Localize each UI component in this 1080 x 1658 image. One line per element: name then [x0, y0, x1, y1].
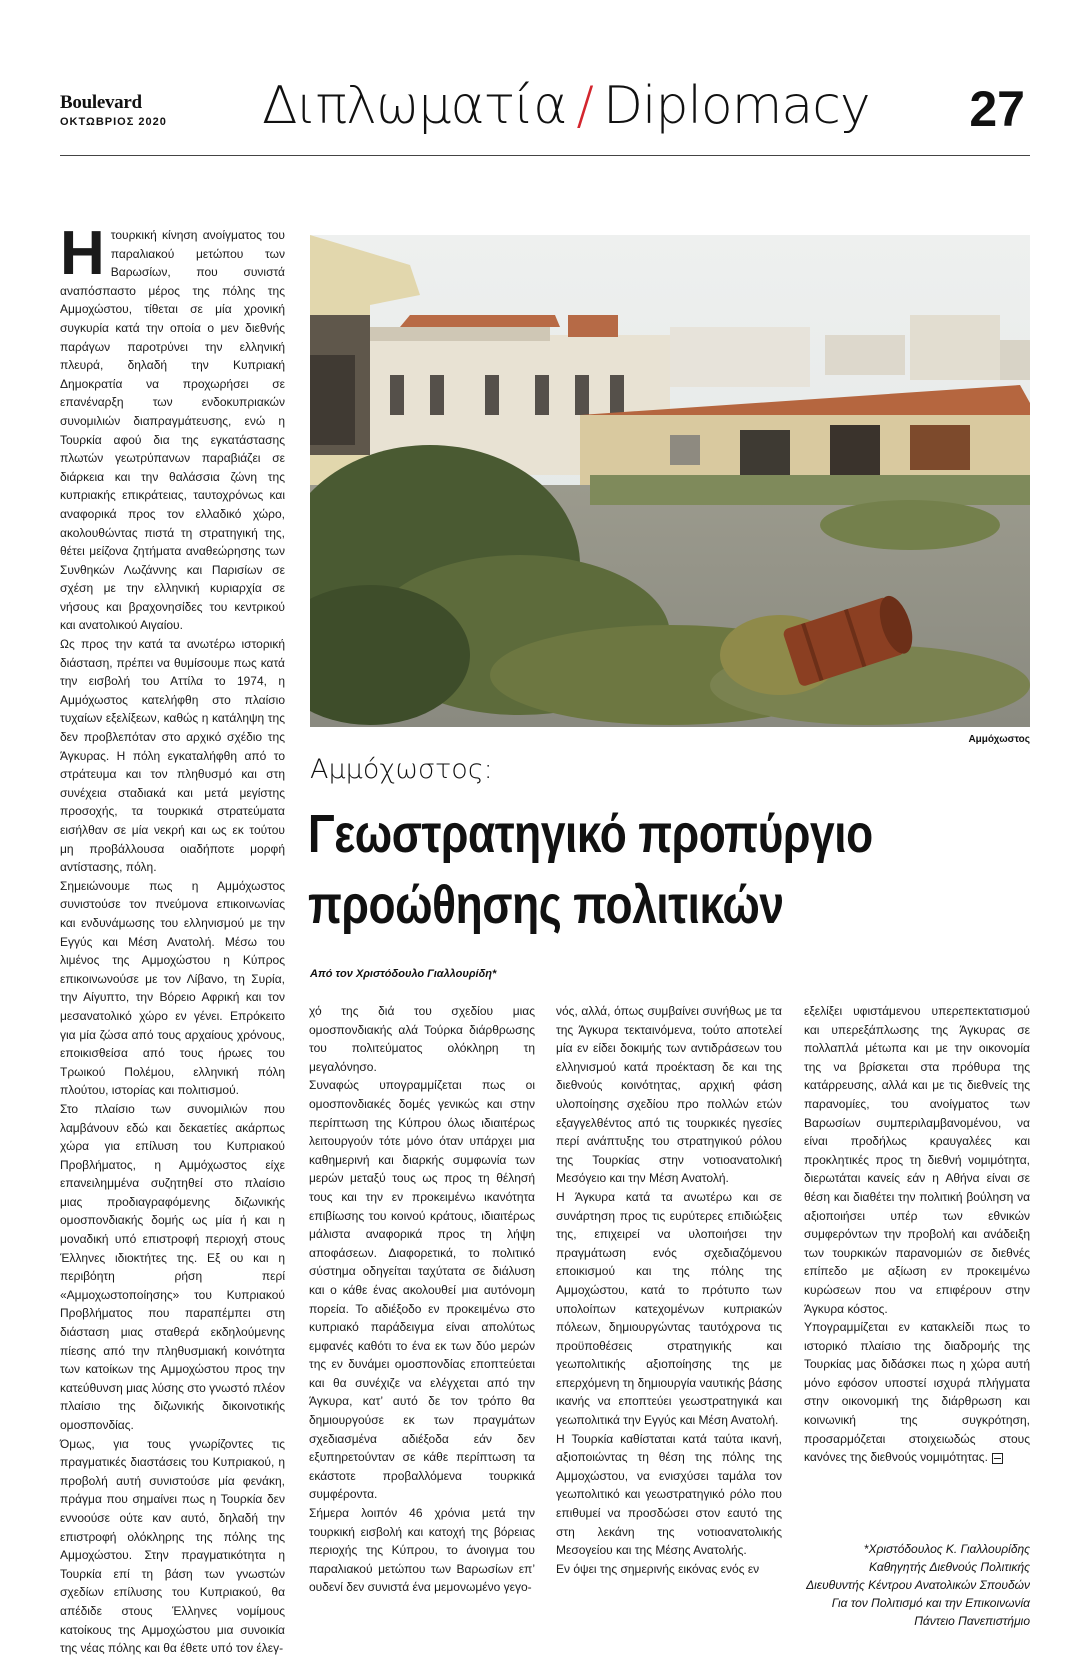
- section-title: [262, 76, 870, 136]
- article-headline-line-2: προώθησης πολιτικών: [308, 875, 784, 935]
- paragraph: Η Άγκυρα κατά τα ανωτέρω και σε συνάρτηση προς τις ευρύτερες επιδιώξεις της, επιχειρεί να υλοποιήσει την πραγμάτωση ενός σχεδιαζόμενου εποικισμού και της πόλης της Αμμοχώστου, κατά το πρότυπο των υπολοίπων κατεχομένων κυπριακών πόλεων, δημιουργώντας ταυτόχρονα τις προϋποθέσεις στρατηγικής και γεωπολιτικής αξιοποίησης της με επερχόμενη τη δημιουργία ναυτικής βάσης ικανής να εποπτεύει γεωστρατηγικά και γεωπολιτικά την Εγγύς και Μέση Ανατολή.: [556, 1189, 782, 1428]
- section-title-english: Diplomacy: [602, 76, 870, 136]
- page-number: 27: [969, 81, 1025, 137]
- author-note: [800, 1540, 1030, 1630]
- article-photo: [310, 235, 1030, 727]
- paragraph: Ως προς την κατά τα ανωτέρω ιστορική διάσταση, πρέπει να θυμίσουμε πως κατά την εισβολή του Αττίλα το 1974, η Αμμόχωστος κατελήφθη στο πλαίσιο τυχαίων εξελίξεων, καθώς η κατάληψη της δεν προβλεπόταν στο αρχικό σχέδιο της Άγκυρας. Η πόλη εγκαταλήφθη από το στράτευμα και τον πληθυσμό και στη συνέχεια σταδιακά και μετά μεγίστης προσοχής, τα τουρκικά στρατεύματα εισήλθαν σε μία νεκρή και ως εκ τούτου μη προβάλλουσα οιαδήποτε μορφή αντίστασης, πόλη.: [60, 637, 285, 875]
- article-column-3: [556, 1002, 782, 1578]
- paragraph: Σήμερα λοιπόν 46 χρόνια μετά την τουρκική εισβολή και κατοχή της βόρειας περιοχής της Κύπρου, το άνοιγμα του παραλιακού μετώπου των Βαρωσίων επ’ ουδενί δεν συνιστά ένα μεμονωμένο γεγο-: [309, 1506, 535, 1595]
- header-divider: [60, 155, 1030, 156]
- article-column-4: [804, 1002, 1030, 1467]
- section-separator: /: [576, 76, 593, 136]
- paragraph: Εν όψει της σημερινής εικόνας ενός εν: [556, 1561, 760, 1576]
- brand-logo: Boulevard: [60, 92, 142, 113]
- paragraph: τουρκική κίνηση ανοίγματος του παραλιακού μετώπου των Βαρωσίων, που συνιστά αναπόσπαστο μέρος της πόλης της Αμμοχώστου, τίθεται σε μία χρονική συγκυρία κατά την οποία ο μεν διεθνής παράγων παροτρύνει την ελληνική πλευρά, δηλαδή την Κυπριακή Δημοκρατία να προχωρήσει σε επανέναρξη των ενδοκυπριακών συνομιλιών διαπραγμάτευσης, ενώ η Τουρκία αφού δια της εγκατάστασης πλωτών γεωτρύπανων παραβιάζει σε διάρκεια και την θαλάσσια ζώνη της κυπριακής επικράτειας, ταυτοχρόνως και αναφορικά προς τον ελλαδικό χώρο, ακολουθώντας πιστά τη στρατηγική της, θέτει μείζονα ζητήματα αναθεώρησης των Συνθηκών Λωζάννης και Παρισίων σε σχέση με την ελληνική κυριαρχία σε νήσους και βραχονησίδες του κεντρικού και ανατολικού Αιγαίου.: [60, 228, 285, 633]
- paragraph: Όμως, για τους γνωρίζοντες τις πραγματικές διαστάσεις του Κυπριακού, η προβολή αυτή συνιστούσε μία φενάκη, πράγμα που σημαίνει πως η Τουρκία δεν εννοούσε ούτε καν αυτό, δηλαδή την επιστροφή ολόκληρης της πόλης της Αμμοχώστου. Στην πραγματικότητα η Τουρκία επί τη βάση των γνωστών σχεδίων επίλυσης του Κυπριακού, θα απέδιδε στους Έλληνες νομίμους κατοίκους της Αμμοχώστου μια συνοικία της νέας πόλης και θα έθετε υπό τον έλεγ-: [60, 1436, 285, 1656]
- paragraph-text: Υπογραμμίζεται εν κατακλείδι πως το ιστορικό πλαίσιο της διαδρομής της Τουρκίας μας διδάσκει πως η χώρα αυτή μόνο εφόσον υποστεί ισχυρά πλήγματα στην οικονομική της διάρθρωση και κοινωνική της συγκρότηση, προσαρμόζεται στοιχειωδώς στους κανόνες της διεθνούς νομιμότητας.: [804, 1320, 1030, 1465]
- paragraph: Συναφώς υπογραμμίζεται πως οι ομοσπονδιακές δομές γενικώς και στην περίπτωση της Κύπρου όλως ιδιαιτέρως λειτουργούν τότε μόνο όταν υπάρχει μια καθημερινή και διαρκής συμφωνία των μερών μεταξύ τους ως προς τη θέλησή τους και την εν προκειμένω ικανότητα επιβίωσης του κοινού κράτους, ιδιαιτέρως μάλιστα αναφορικά προς τη λήψη αποφάσεων. Διαφορετικά, το πολιτικό σύστημα οδηγείται ταχύτατα σε διάλυση και ο κάθε ένας ακολουθεί μια αυτόνομη πορεία. Το αδιέξοδο εν προκειμένω στο κυπριακό παράδειγμα είναι απολύτως εμφανές καθότι το ένα εκ των δύο μερών της εν δυνάμει ομοσπονδίας εποπτεύεται και θα συνέχιζε να ελέγχεται από την Άγκυρα, κατ’ αυτό δε τον τρόπο θα δημιουργούσε εκ των πραγμάτων σχεδιασμένα αδιέξοδα εάν δεν εξυπηρετούνταν σε κάθε περίπτωση τα εκάστοτε προβαλλόμενα τουρκικά συμφέροντα.: [309, 1078, 535, 1502]
- author-title: Καθηγητής Διεθνούς Πολιτικής: [869, 1560, 1030, 1574]
- byline: Από τον Χριστόδουλο Γιαλλουρίδη*: [310, 968, 497, 980]
- article-column-2: [309, 1002, 535, 1597]
- article-headline-line-1: Γεωστρατηγικό προπύργιο: [308, 804, 873, 864]
- photo-caption: Αμμόχωστος: [968, 734, 1030, 745]
- article-column-1: [60, 219, 286, 1658]
- paragraph: Σημειώνουμε πως η Αμμόχωστος συνιστούσε τον πνεύμονα επικοινωνίας και ενδυνάμωσης του ελληνισμού με την Εγγύς και Μέση Ανατολή. Μέσω του λιμένος της Αμμοχώστου η Κύπρος επικοινωνούσε με τον Λίβανο, τη Συρία, την Αίγυπτο, την Βόρειο Αφρική και τον μεσανατολικό χώρο εν γένει. Επρόκειτο για μία ζώσα από τους αρχαίους χρόνους, εποικισθείσα από τους ήρωες του Τρωικού Πολέμου, ελληνική πόλη πλούτου, ιστορίας και πολιτισμού.: [60, 878, 285, 1098]
- paragraph: [804, 1318, 1030, 1467]
- paragraph: Η Τουρκία καθίσταται κατά ταύτα ικανή, αξιοποιώντας τη θέση της πόλης της Αμμοχώστου, να ενισχύσει ταμάλα τον γεωπολιτικό και γεωστρατηγικό ρόλο που επιθυμεί να προσδώσει στον εαυτό της στη λεκάνη της νοτιοανατολικής Μεσογείου και της Μέσης Ανατολής.: [556, 1431, 782, 1558]
- article-kicker: Αμμόχωστος:: [310, 754, 493, 785]
- paragraph: Στο πλαίσιο των συνομιλιών που λαμβάνουν εδώ και δεκαετίες ακάρπως χώρα για επίλυση του Κυπριακού Προβλήματος, η Αμμόχωστος είχε επανειλημμένα συζητηθεί στο πλαίσιο μιας προδιαγραφόμενης διζωνικής ομοσπονδιακής δομής ως μία ή και η μοναδική υπό επιστροφή περιοχή στους Έλληνες ιδιοκτήτες της. Εξ ου και η περιβόητη ρήση περί «Αμμοχωστοποίησης» του Κυπριακού Προβλήματος που παραπέμπει στη διάσταση μιας σταθερά εκδηλούμενης πίεσης από την πληθυσμιακή κοινότητα των κατοίκων της Αμμοχώστου προς την κατεύθυνση μιας λύσης στο γνωστό πλέον πλαίσιο της διζωνικής δικοινοτικής ομοσπονδίας.: [60, 1101, 286, 1432]
- author-name: *Χριστόδουλος Κ. Γιαλλουρίδης: [863, 1542, 1030, 1556]
- section-title-greek: Διπλωματία: [262, 76, 567, 136]
- paragraph: νός, αλλά, όπως συμβαίνει συνήθως με τα της Άγκυρα τεκταινόμενα, τούτο αποτελεί μία εν είδει δοκιμής των αντιδράσεων του ελληνισμού κατά προέκταση δε και της διεθνούς κοινότητας, αρχική φάση υλοποίησης σχεδίου προ πολλών ετών εξαγγελθέντος από τις τουρκικές ηγεσίες περί ανάπτυξης του στρατηγικού ρόλου της Τουρκίας στην νοτιοανατολική Μεσόγειο και την Μέση Ανατολή.: [556, 1004, 782, 1186]
- end-of-article-icon: [992, 1453, 1003, 1464]
- drop-cap: Η: [60, 219, 105, 288]
- paragraph: εξελίξει υφιστάμενου υπερεπεκτατισμού και υπερεξάπλωσης της Άγκυρας σε πολλαπλά μέτωπα και με την οικονομία της να βρίσκεται στα πρόθυρα της κατάρρευσης, αλλά και με τις διεθνείς της παρανομίες, του ανοίγματος των Βαρωσίων συμπεριλαμβανομένου, να είναι προδήλως κραυγαλέες και προκλητικές προς τη διεθνή νομιμότητα, διερωτάται κανείς εάν η Αθήνα είναι σε θέση και διαθέτει την πολιτική βούληση να αξιοποιήσει υπέρ των εθνικών συμφερόντων την προβολή και ανάδειξη των τουρκικών παρανομιών σε διεθνές επίπεδο με αξίωση εν προκειμένω κυρώσεων που να επιφέρουν στην Άγκυρα κόστος.: [804, 1004, 1030, 1316]
- author-affiliation: Διευθυντής Κέντρου Ανατολικών Σπουδών Για τον Πολιτισμό και την Επικοινωνία Πάντειο Πανεπιστήμιο: [806, 1578, 1030, 1628]
- issue-date: ΟΚΤΩΒΡΙΟΣ 2020: [60, 116, 167, 128]
- paragraph: χό της διά του σχεδίου μιας ομοσπονδιακής αλά Τούρκα διάρθρωσης του πολιτεύματος ολόκληρη τη μεγαλόνησο.: [309, 1004, 535, 1074]
- photo-illustration: [310, 235, 1030, 727]
